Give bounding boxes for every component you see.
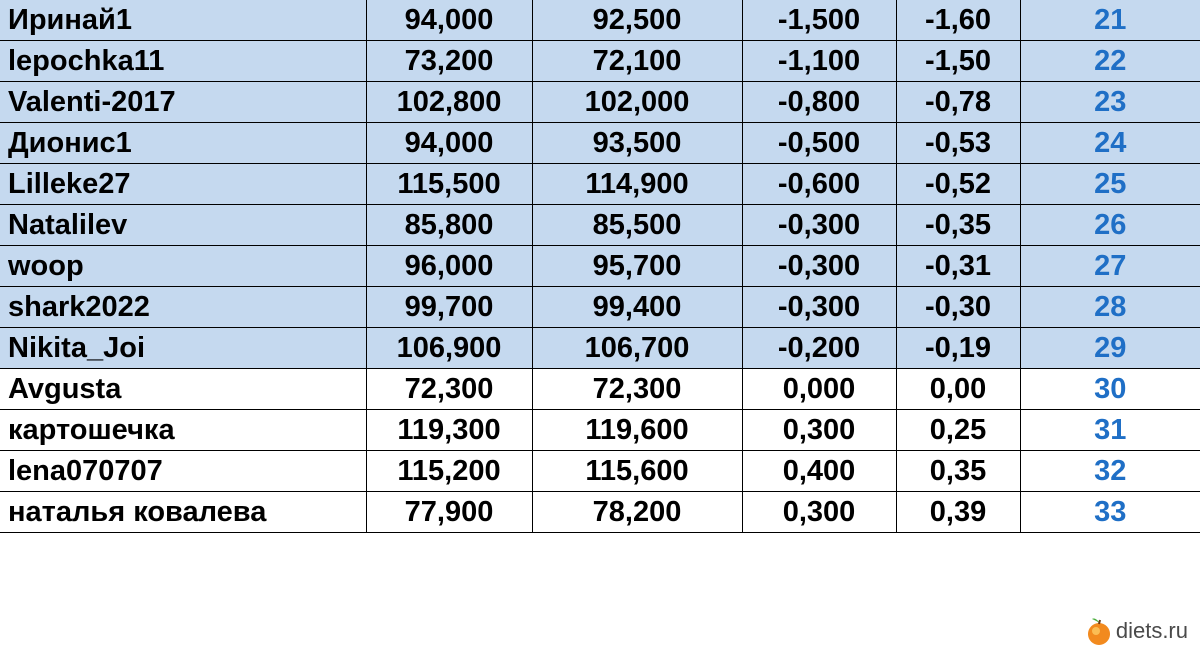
participant-name-cell: shark2022: [0, 287, 366, 328]
start-weight-cell: 72,300: [366, 369, 532, 410]
apple-icon: [1086, 616, 1112, 646]
current-weight-cell: 114,900: [532, 164, 742, 205]
rank-cell: 25: [1020, 164, 1200, 205]
start-weight-cell: 115,500: [366, 164, 532, 205]
weight-change-cell: -0,800: [742, 82, 896, 123]
start-weight-cell: 99,700: [366, 287, 532, 328]
watermark-text: diets.ru: [1115, 618, 1188, 643]
table-row: [0, 287, 1200, 328]
rank-cell: 26: [1020, 205, 1200, 246]
percent-change-cell: -0,35: [896, 205, 1020, 246]
current-weight-cell: 115,600: [532, 451, 742, 492]
participant-name-cell: lepochka11: [0, 41, 366, 82]
rank-cell: 33: [1020, 492, 1200, 533]
participant-name-cell: lena070707: [0, 451, 366, 492]
current-weight-cell: 99,400: [532, 287, 742, 328]
participant-name-cell: Valenti-2017: [0, 82, 366, 123]
table-row: [0, 0, 1200, 41]
table-row: [0, 451, 1200, 492]
weight-change-cell: 0,000: [742, 369, 896, 410]
rank-cell: 21: [1020, 0, 1200, 41]
percent-change-cell: 0,00: [896, 369, 1020, 410]
weight-change-cell: -0,300: [742, 246, 896, 287]
weight-change-cell: -1,500: [742, 0, 896, 41]
start-weight-cell: 94,000: [366, 123, 532, 164]
participant-name-cell: Иринай1: [0, 0, 366, 41]
current-weight-cell: 102,000: [532, 82, 742, 123]
current-weight-cell: 95,700: [532, 246, 742, 287]
percent-change-cell: -0,53: [896, 123, 1020, 164]
weight-change-cell: -0,300: [742, 205, 896, 246]
start-weight-cell: 119,300: [366, 410, 532, 451]
start-weight-cell: 94,000: [366, 0, 532, 41]
percent-change-cell: 0,25: [896, 410, 1020, 451]
current-weight-cell: 78,200: [532, 492, 742, 533]
table-row: [0, 41, 1200, 82]
current-weight-cell: 106,700: [532, 328, 742, 369]
table-row: [0, 123, 1200, 164]
current-weight-cell: 92,500: [532, 0, 742, 41]
participant-name-cell: Дионис1: [0, 123, 366, 164]
weight-change-cell: -0,600: [742, 164, 896, 205]
diets-watermark: [1086, 616, 1188, 646]
rank-cell: 23: [1020, 82, 1200, 123]
percent-change-cell: -0,78: [896, 82, 1020, 123]
table-row: [0, 82, 1200, 123]
percent-change-cell: -0,30: [896, 287, 1020, 328]
table-row: [0, 328, 1200, 369]
start-weight-cell: 115,200: [366, 451, 532, 492]
weight-change-cell: 0,300: [742, 410, 896, 451]
start-weight-cell: 77,900: [366, 492, 532, 533]
participant-name-cell: Nikita_Joi: [0, 328, 366, 369]
table-row: [0, 164, 1200, 205]
current-weight-cell: 72,100: [532, 41, 742, 82]
percent-change-cell: -1,60: [896, 0, 1020, 41]
weight-change-cell: 0,300: [742, 492, 896, 533]
start-weight-cell: 106,900: [366, 328, 532, 369]
rank-cell: 32: [1020, 451, 1200, 492]
current-weight-cell: 85,500: [532, 205, 742, 246]
percent-change-cell: -0,52: [896, 164, 1020, 205]
weight-change-cell: -1,100: [742, 41, 896, 82]
participant-name-cell: woop: [0, 246, 366, 287]
rank-cell: 29: [1020, 328, 1200, 369]
table-row: [0, 246, 1200, 287]
weight-change-cell: -0,200: [742, 328, 896, 369]
start-weight-cell: 96,000: [366, 246, 532, 287]
table-row: [0, 410, 1200, 451]
weight-change-cell: -0,300: [742, 287, 896, 328]
percent-change-cell: 0,39: [896, 492, 1020, 533]
rank-cell: 27: [1020, 246, 1200, 287]
current-weight-cell: 119,600: [532, 410, 742, 451]
weight-change-cell: -0,500: [742, 123, 896, 164]
start-weight-cell: 102,800: [366, 82, 532, 123]
participant-name-cell: Natalilev: [0, 205, 366, 246]
rank-cell: 24: [1020, 123, 1200, 164]
rank-cell: 30: [1020, 369, 1200, 410]
rank-cell: 22: [1020, 41, 1200, 82]
table-row: [0, 205, 1200, 246]
start-weight-cell: 85,800: [366, 205, 532, 246]
current-weight-cell: 72,300: [532, 369, 742, 410]
participant-name-cell: Avgusta: [0, 369, 366, 410]
percent-change-cell: 0,35: [896, 451, 1020, 492]
table-row: [0, 492, 1200, 533]
percent-change-cell: -0,31: [896, 246, 1020, 287]
weight-change-cell: 0,400: [742, 451, 896, 492]
rank-cell: 31: [1020, 410, 1200, 451]
percent-change-cell: -1,50: [896, 41, 1020, 82]
participant-name-cell: Lilleke27: [0, 164, 366, 205]
current-weight-cell: 93,500: [532, 123, 742, 164]
percent-change-cell: -0,19: [896, 328, 1020, 369]
table-row: [0, 369, 1200, 410]
participant-name-cell: наталья ковалева: [0, 492, 366, 533]
start-weight-cell: 73,200: [366, 41, 532, 82]
rank-cell: 28: [1020, 287, 1200, 328]
participant-name-cell: картошечка: [0, 410, 366, 451]
